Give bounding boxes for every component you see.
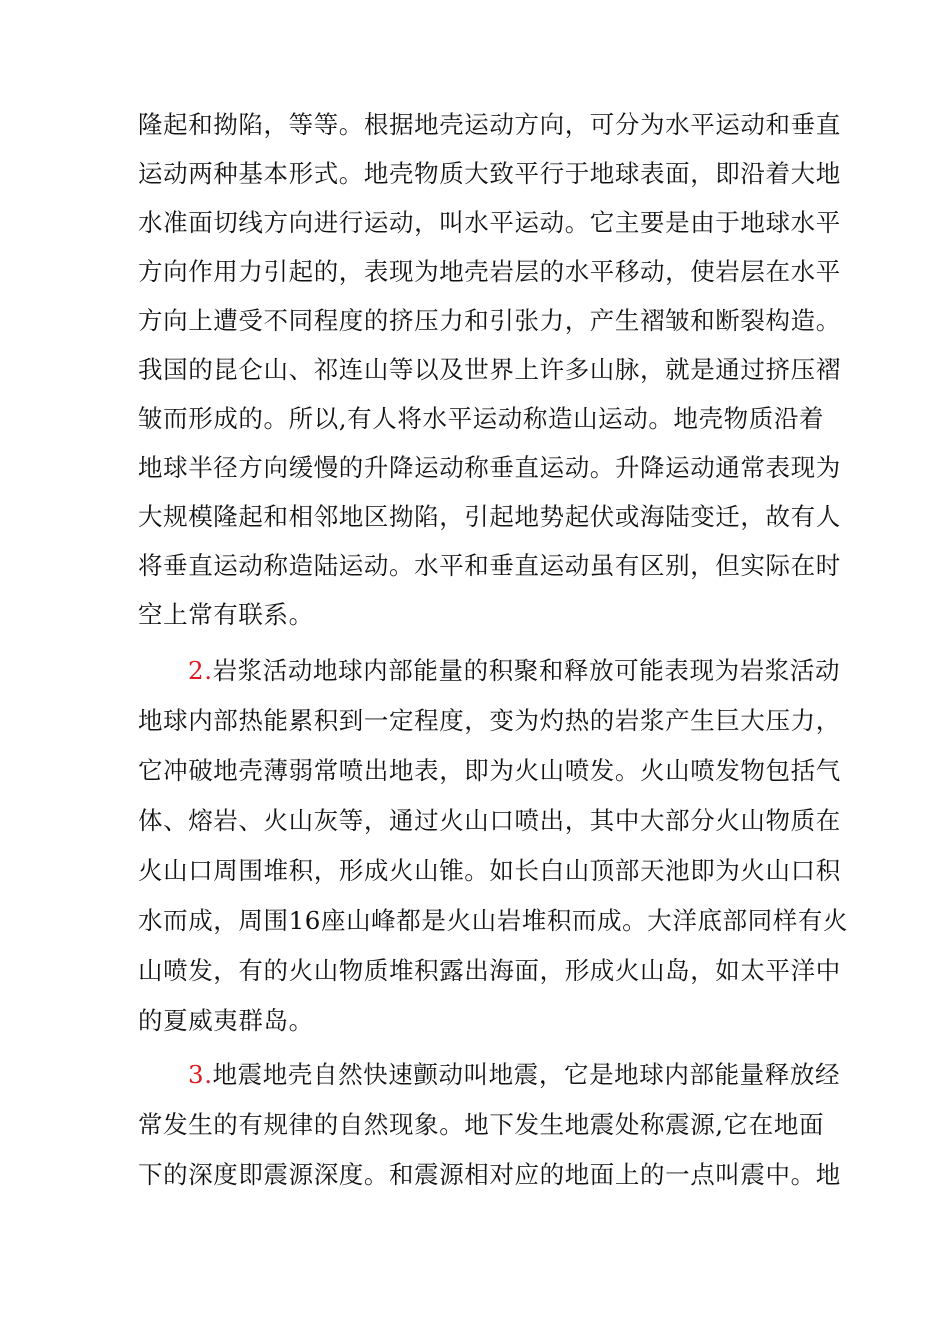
- paragraph-line: 空上常有联系。: [138, 600, 314, 629]
- paragraph-line-text: 岩浆活动地球内部能量的积聚和释放可能表现为岩浆活动: [212, 656, 841, 685]
- paragraph-line: 方向作用力引起的，表现为地壳岩层的水平移动，使岩层在水平: [138, 257, 841, 286]
- paragraph-line: 火山口周围堆积，形成火山锥。如长白山顶部天池即为火山口积: [138, 856, 841, 885]
- paragraph-line: 常发生的有规律的自然现象。地下发生地震处称震源,它在地面: [138, 1110, 825, 1139]
- paragraph-3-first-line: [188, 1060, 840, 1090]
- paragraph-line: 运动两种基本形式。地壳物质大致平行于地球表面，即沿着大地: [138, 159, 841, 188]
- paragraph-number: 3.: [188, 1060, 213, 1089]
- paragraph-line: 山喷发，有的火山物质堆积露出海面，形成火山岛，如太平洋中: [138, 956, 841, 985]
- paragraph-number: 2.: [188, 656, 213, 685]
- paragraph-line: 方向上遭受不同程度的挤压力和引张力，产生褶皱和断裂构造。: [138, 306, 841, 335]
- paragraph-line-text: 地震地壳自然快速颤动叫地震，它是地球内部能量释放经: [212, 1060, 841, 1089]
- paragraph-line: 隆起和拗陷，等等。根据地壳运动方向，可分为水平运动和垂直: [138, 110, 841, 139]
- paragraph-line: 地球内部热能累积到一定程度，变为灼热的岩浆产生巨大压力，: [138, 706, 841, 735]
- paragraph-line: 皱而形成的。所以,有人将水平运动称造山运动。地壳物质沿着: [138, 404, 825, 433]
- paragraph-line: 地球半径方向缓慢的升降运动称垂直运动。升降运动通常表现为: [138, 453, 841, 482]
- paragraph-line: 我国的昆仑山、祁连山等以及世界上许多山脉，就是通过挤压褶: [138, 355, 841, 384]
- paragraph-line: 的夏威夷群岛。: [138, 1006, 314, 1035]
- paragraph-2-first-line: [188, 656, 840, 686]
- paragraph-line: 大规模隆起和相邻地区拗陷，引起地势起伏或海陆变迁，故有人: [138, 502, 841, 531]
- paragraph-line: 它冲破地壳薄弱常喷出地表，即为火山喷发。火山喷发物包括气: [138, 756, 841, 785]
- paragraph-line: 水而成，周围16座山峰都是火山岩堆积而成。大洋底部同样有火: [138, 906, 849, 935]
- paragraph-line: 将垂直运动称造陆运动。水平和垂直运动虽有区别，但实际在时: [138, 551, 841, 580]
- paragraph-line: 水准面切线方向进行运动，叫水平运动。它主要是由于地球水平: [138, 208, 841, 237]
- paragraph-line: 体、熔岩、火山灰等，通过火山口喷出，其中大部分火山物质在: [138, 806, 841, 835]
- paragraph-line: 下的深度即震源深度。和震源相对应的地面上的一点叫震中。地: [138, 1160, 841, 1189]
